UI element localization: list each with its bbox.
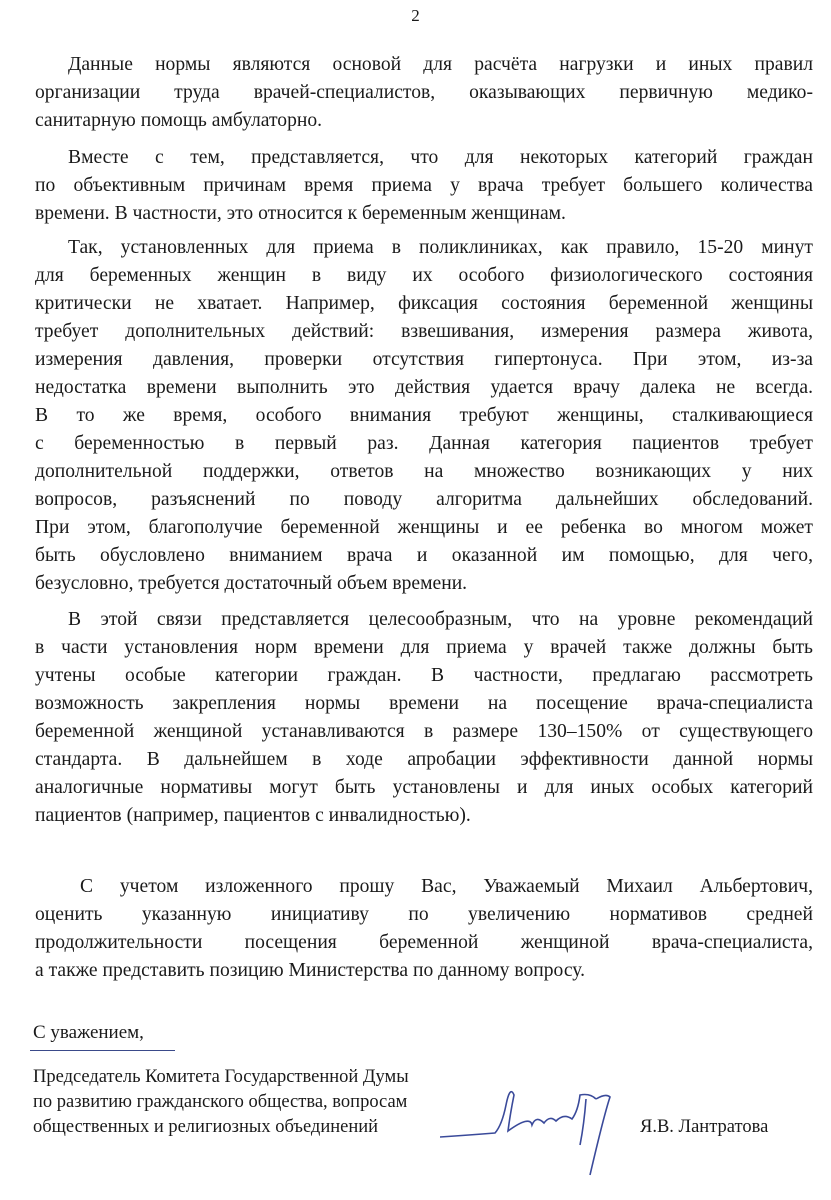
text-line: измерения давления, проверки отсутствия гипертонуса. При этом, из-за	[35, 349, 813, 370]
text-line: дополнительной поддержки, ответов на множество возникающих у них	[35, 461, 813, 482]
text-line: с беременностью в первый раз. Данная категория пациентов требует	[35, 433, 813, 454]
text-line: При этом, благополучие беременной женщины и ее ребенка во многом может	[35, 517, 813, 538]
text-line: недостатка времени выполнить это действия удается врачу далека не всегда.	[35, 377, 813, 398]
text-line: критически не хватает. Например, фиксация состояния беременной женщины	[35, 293, 813, 314]
handwritten-underline	[30, 1050, 175, 1051]
text-line: вопросов, разъяснений по поводу алгоритма дальнейших обследований.	[35, 489, 813, 510]
text-line: санитарную помощь амбулаторно.	[35, 110, 323, 131]
text-line: Так, установленных для приема в поликлиниках, как правило, 15-20 минут	[68, 237, 813, 258]
text-line: по объективным причинам время приема у врача требует большего количества	[35, 175, 813, 196]
page-number: 2	[411, 6, 420, 25]
paragraph	[35, 606, 813, 830]
text-line: а также представить позицию Министерства по данному вопросу.	[35, 960, 585, 981]
text-line: стандарта. В дальнейшем в ходе апробации эффективности данной нормы	[35, 749, 813, 770]
signatory-title-line: Председатель Комитета Государственной Думы	[33, 1067, 409, 1087]
text-line: требует дополнительных действий: взвешивания, измерения размера живота,	[35, 321, 813, 342]
text-line: для беременных женщин в виду их особого физиологического состояния	[35, 265, 813, 286]
text-line: С учетом изложенного прошу Вас, Уважаемый Михаил Альбертович,	[80, 876, 813, 897]
paragraph	[35, 51, 813, 135]
paragraph	[35, 144, 813, 228]
signatory-title-line: по развитию гражданского общества, вопросам	[33, 1092, 408, 1112]
text-line: продолжительности посещения беременной женщиной врача-специалиста,	[35, 932, 813, 953]
paragraph	[35, 873, 813, 985]
text-line: организации труда врачей-специалистов, оказывающих первичную медико-	[35, 82, 813, 103]
text-line: В то же время, особого внимания требуют женщины, сталкивающиеся	[35, 405, 813, 426]
text-line: быть обусловлено вниманием врача и оказанной им помощью, для чего,	[35, 545, 813, 566]
text-line: учтены особые категории граждан. В частности, предлагаю рассмотреть	[35, 665, 813, 686]
text-line: беременной женщиной устанавливаются в размере 130–150% от существующего	[35, 721, 813, 742]
handwritten-signature	[440, 1085, 640, 1195]
paragraph	[35, 234, 813, 598]
text-line: оценить указанную инициативу по увеличению нормативов средней	[35, 904, 813, 925]
text-line: возможность закрепления нормы времени на посещение врача-специалиста	[35, 693, 813, 714]
signatory-name: Я.В. Лантратова	[640, 1117, 769, 1137]
text-line: в части установления норм времени для приема у врачей также должны быть	[35, 637, 813, 658]
closing-salutation: С уважением,	[33, 1022, 144, 1043]
text-line: пациентов (например, пациентов с инвалидностью).	[35, 805, 471, 826]
text-line: Вместе с тем, представляется, что для некоторых категорий граждан	[68, 147, 813, 168]
signatory-title-line: общественных и религиозных объединений	[33, 1117, 379, 1137]
signatory-title	[33, 1065, 409, 1140]
text-line: времени. В частности, это относится к беременным женщинам.	[35, 203, 566, 224]
text-line: безусловно, требуется достаточный объем времени.	[35, 573, 468, 594]
text-line: аналогичные нормативы могут быть установлены и для иных особых категорий	[35, 777, 813, 798]
text-line: В этой связи представляется целесообразным, что на уровне рекомендаций	[68, 609, 813, 630]
text-line: Данные нормы являются основой для расчёта нагрузки и иных правил	[68, 54, 813, 75]
